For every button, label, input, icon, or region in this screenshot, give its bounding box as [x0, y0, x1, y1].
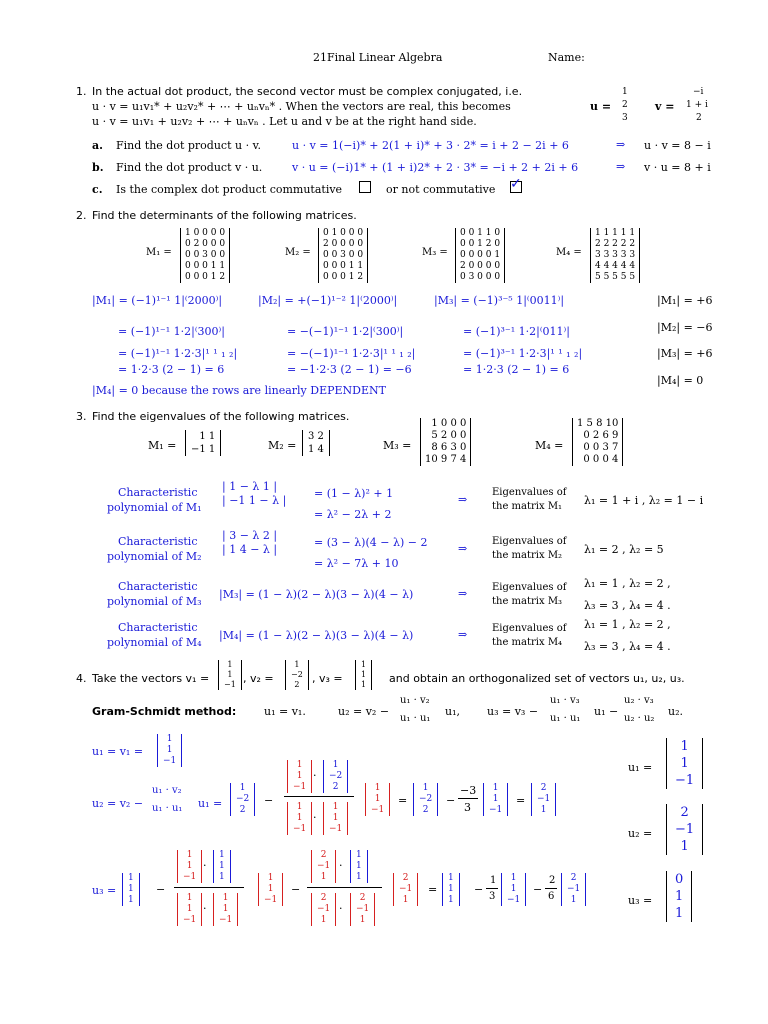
- result-u2-vector: 2 −1 1: [666, 804, 703, 855]
- gs-u3-den1: u₁ · u₁: [550, 713, 581, 724]
- M2-matrix: 0 1 0 0 0 2 0 0 0 0 0 0 3 0 0 0 0 0 1 1 0 0 0 1 2: [318, 228, 368, 283]
- u3-v3-again: 1 1 1: [442, 873, 460, 906]
- gs-u3-mid: u₁ −: [594, 705, 619, 718]
- M2-label: M₂ =: [285, 247, 311, 258]
- eigenvalues-M2: λ₁ = 2 , λ₂ = 5: [584, 543, 664, 556]
- det-M1-step3: = (−1)¹⁻¹ 1·2·3|¹ ¹ ₁ ₂|: [118, 347, 238, 360]
- gs-u2-num: u₁ · v₂: [400, 695, 430, 706]
- u3-u1-again: 1 1 −1: [501, 873, 526, 906]
- v2-vector: 1 −2 2: [285, 660, 309, 690]
- det-M3-step2: = (−1)³⁻¹ 1·2|⁽011⁾|: [463, 325, 570, 338]
- arrow-b: ⇒: [616, 160, 626, 173]
- u2-red-den1: 1 1 −1: [287, 802, 312, 835]
- u3-den2-red-b: 2 −1 1: [350, 893, 375, 926]
- u2-frac-tail: u₁ =: [198, 797, 223, 810]
- u3-u2-red: 2 −1 1: [393, 873, 418, 906]
- u3-minus3: −: [474, 883, 484, 896]
- gs-u3-den2: u₂ · u₂: [624, 713, 655, 724]
- u3-fracbar1: [174, 887, 244, 888]
- det-M3-step4: = 1·2·3 (2 − 1) = 6: [463, 363, 570, 376]
- det3-result: |M₃| = (1 − λ)(2 − λ)(3 − λ)(4 − λ): [219, 588, 414, 601]
- v-vector-2: 1 + i: [686, 100, 708, 110]
- part-b-label: b.: [92, 161, 104, 174]
- u2-frac-num: u₁ · v₂: [152, 785, 182, 796]
- problem-3-number: 3.: [76, 410, 87, 423]
- problem-2-number: 2.: [76, 209, 87, 222]
- p3-M4-matrix: 1 5 8 10 0 2 6 9 0 0 3 7 0 0 0 4: [572, 418, 623, 466]
- u3-coef1-num: 1: [490, 875, 497, 886]
- poly-label-4: polynomial of M₄: [107, 636, 202, 649]
- v-vector-3: 2: [696, 113, 702, 123]
- u3-eq: u₃ =: [92, 884, 117, 897]
- det2-row2: | 1 4 − λ |: [222, 543, 278, 556]
- char-label-2: Characteristic: [118, 535, 198, 548]
- result-u3-label: u₃ =: [628, 894, 653, 907]
- u2-eq3: =: [516, 794, 526, 807]
- u1-work-vector: 1 1 −1: [157, 734, 182, 767]
- det2-result-a: = (3 − λ)(4 − λ) − 2: [314, 536, 428, 549]
- eig-label-3: Eigenvalues of: [492, 582, 567, 593]
- arrow-eig-3: ⇒: [458, 587, 468, 600]
- u3-num1-red: 1 1 −1: [177, 850, 202, 883]
- u3-den1-red-b: 1 1 −1: [213, 893, 238, 926]
- u2-eq2: =: [398, 794, 408, 807]
- det1-result-b: = λ² − 2λ + 2: [314, 508, 392, 521]
- eigenvalues-M3-b: λ₃ = 3 , λ₄ = 4 .: [584, 599, 671, 612]
- u2-frac-den: u₁ · u₁: [152, 803, 183, 814]
- eigenvalues-M4-b: λ₃ = 3 , λ₄ = 4 .: [584, 640, 671, 653]
- page-title: 21Final Linear Algebra: [313, 51, 443, 64]
- eig-matrix-3: the matrix M₃: [492, 596, 563, 607]
- gs-u1: u₁ = v₁.: [264, 705, 306, 718]
- u3-coef2-bar: [545, 888, 557, 889]
- u2-coef-den: 3: [464, 801, 471, 814]
- problem-1-number: 1.: [76, 85, 87, 98]
- char-label-1: Characteristic: [118, 486, 198, 499]
- result-u1-vector: 1 1 −1: [666, 738, 703, 789]
- p3-M4-label: M₄ =: [535, 439, 564, 452]
- commutative-checkbox[interactable]: [359, 181, 371, 193]
- result-u3-vector: 0 1 1: [666, 871, 692, 922]
- part-a-answer: u · v = 8 − i: [644, 139, 711, 152]
- u3-num2-red: 2 −1 1: [311, 850, 336, 883]
- u3-coef2-num: 2: [549, 875, 556, 886]
- u2-coef-bar: [458, 798, 478, 799]
- det2-row1: | 3 − λ 2 |: [222, 529, 278, 542]
- u2-u1-again: 1 1 −1: [483, 783, 508, 816]
- problem-4-text-c: , v₃ =: [312, 672, 343, 685]
- arrow-a: ⇒: [616, 138, 626, 151]
- problem-4-text-d: and obtain an orthogonalized set of vectors u₁, u₂, u₃.: [389, 672, 685, 685]
- result-M3: |M₃| = +6: [657, 347, 713, 360]
- problem-3-text: Find the eigenvalues of the following matrices.: [92, 410, 350, 423]
- det-M2-step3: = −(−1)¹⁻¹ 1·2·3|¹ ¹ ₁ ₂|: [287, 347, 416, 360]
- arrow-eig-1: ⇒: [458, 493, 468, 506]
- v3-vector: 1 1 1: [355, 660, 372, 690]
- M4-label: M₄ =: [556, 247, 582, 258]
- u3-u1-red: 1 1 −1: [258, 873, 283, 906]
- u2-v2-vector: 1 −2 2: [230, 783, 255, 816]
- p3-M3-matrix: 1 0 0 0 5 2 0 0 8 6 3 0 10 9 7 4: [420, 418, 471, 466]
- u2-red-den2: 1 1 −1: [323, 802, 348, 835]
- result-u1-label: u₁ =: [628, 761, 653, 774]
- det-M2-step4: = −1·2·3 (2 − 1) = −6: [287, 363, 412, 376]
- det-M2-step1: |M₂| = +(−1)¹⁻² 1|⁽2000⁾|: [258, 294, 398, 307]
- u2-result-work: 2 −1 1: [531, 783, 556, 816]
- poly-label-2: polynomial of M₂: [107, 550, 202, 563]
- u3-dot4: ·: [339, 902, 343, 915]
- name-label: Name:: [548, 51, 585, 64]
- u2-v2-again: 1 −2 2: [413, 783, 438, 816]
- eig-matrix-4: the matrix M₄: [492, 637, 563, 648]
- u2-red-u1: 1 1 −1: [287, 760, 312, 793]
- gs-u3-num2: u₂ · v₃: [624, 695, 654, 706]
- M1-matrix: 1 0 0 0 0 0 2 0 0 0 0 0 3 0 0 0 0 0 1 1 0 0 0 1 2: [180, 228, 230, 283]
- eigenvalues-M1: λ₁ = 1 + i , λ₂ = 1 − i: [584, 494, 704, 507]
- u2-minus: −: [264, 794, 274, 807]
- eig-matrix-1: the matrix M₁: [492, 501, 563, 512]
- part-c-question: Is the complex dot product commutative: [116, 183, 343, 196]
- problem-1-line3: u · v = u₁v₁ + u₂v₂ + ⋯ + uₙvₙ . Let u and v be at the right hand side.: [92, 115, 477, 128]
- u3-fracbar2: [307, 887, 382, 888]
- p3-M2-matrix: 3 2 1 4: [302, 430, 330, 456]
- eig-label-4: Eigenvalues of: [492, 623, 567, 634]
- part-a-label: a.: [92, 139, 103, 152]
- u3-coef2-den: 6: [548, 891, 555, 902]
- eig-matrix-2: the matrix M₂: [492, 550, 563, 561]
- u3-v3-vector: 1 1 1: [122, 873, 140, 906]
- result-M1: |M₁| = +6: [657, 294, 713, 307]
- det-M1-step4: = 1·2·3 (2 − 1) = 6: [118, 363, 225, 376]
- u3-dot3: ·: [339, 859, 343, 872]
- u3-num1-blue: 1 1 1: [213, 850, 231, 883]
- eig-label-2: Eigenvalues of: [492, 536, 567, 547]
- v-vector-1: −i: [693, 87, 704, 97]
- gs-u3-num1: u₁ · v₃: [550, 695, 580, 706]
- det2-result-b: = λ² − 7λ + 10: [314, 557, 399, 570]
- u3-dot2: ·: [203, 902, 207, 915]
- arrow-eig-2: ⇒: [458, 542, 468, 555]
- eigenvalues-M4-a: λ₁ = 1 , λ₂ = 2 ,: [584, 618, 671, 631]
- u2-red-u1-tail: 1 1 −1: [365, 783, 390, 816]
- det-M2-step2: = −(−1)¹⁻¹ 1·2|⁽300⁾|: [287, 325, 404, 338]
- problem-2-text: Find the determinants of the following matrices.: [92, 209, 357, 222]
- det4-result: |M₄| = (1 − λ)(2 − λ)(3 − λ)(4 − λ): [219, 629, 414, 642]
- u2-dot2: ·: [313, 811, 317, 824]
- problem-4-text-a: Take the vectors v₁ =: [92, 672, 210, 685]
- problem-1-line2: u · v = u₁v₁* + u₂v₂* + ⋯ + uₙvₙ* . When the vectors are real, this becomes: [92, 100, 511, 113]
- char-label-4: Characteristic: [118, 621, 198, 634]
- u-vector-2: 2: [622, 100, 628, 110]
- u2-coef-num: −3: [460, 784, 477, 797]
- M4-matrix: 1 1 1 1 1 2 2 2 2 2 3 3 3 3 3 4 4 4 4 4 5 5 5 5 5: [590, 228, 640, 283]
- u2-dot1: ·: [313, 769, 317, 782]
- checkmark-icon: ✓: [510, 176, 522, 192]
- gs-u3: u₃ = v₃ −: [487, 705, 539, 718]
- u3-minus4: −: [533, 883, 543, 896]
- u3-minus2: −: [291, 883, 301, 896]
- u3-coef1-den: 3: [489, 891, 496, 902]
- v1-vector: 1 1 −1: [218, 660, 242, 690]
- u1-eq: u₁ = v₁ =: [92, 745, 144, 758]
- det1-row2: | −1 1 − λ |: [222, 494, 287, 507]
- problem-1-line1: In the actual dot product, the second vector must be complex conjugated, i.e.: [92, 85, 523, 98]
- u-vector-1: 1: [622, 87, 628, 97]
- p3-M1-matrix: 1 1 −1 1: [185, 430, 221, 456]
- M3-matrix: 0 0 1 1 0 0 0 1 2 0 0 0 0 0 1 2 0 0 0 0 0 3 0 0 0: [455, 228, 505, 283]
- p3-M3-label: M₃ =: [383, 439, 412, 452]
- gram-schmidt-label: Gram-Schmidt method:: [92, 705, 237, 718]
- arrow-eig-4: ⇒: [458, 628, 468, 641]
- det-M3-step1: |M₃| = (−1)³⁻⁵ 1|⁽0011⁾|: [434, 294, 565, 307]
- det-M1-step2: = (−1)¹⁻¹ 1·2|⁽300⁾|: [118, 325, 225, 338]
- part-c-label: c.: [92, 183, 103, 196]
- det-M3-step3: = (−1)³⁻¹ 1·2·3|¹ ¹ ₁ ₂|: [463, 347, 583, 360]
- u2-minus2: −: [446, 794, 456, 807]
- p3-M1-label: M₁ =: [148, 439, 177, 452]
- result-M2: |M₂| = −6: [657, 321, 713, 334]
- result-u2-label: u₂ =: [628, 827, 653, 840]
- p3-M2-label: M₂ =: [268, 439, 297, 452]
- u3-minus1: −: [156, 883, 166, 896]
- u2-fracbar: [284, 796, 354, 797]
- part-b-work: v · u = (−i)1* + (1 + i)2* + 2 · 3* = −i + 2 + 2i + 6: [292, 161, 579, 174]
- u-label: u =: [590, 100, 612, 113]
- problem-4-text-b: , v₂ =: [243, 672, 274, 685]
- det-M4-statement: |M₄| = 0 because the rows are linearly DEPENDENT: [92, 384, 386, 397]
- eig-label-1: Eigenvalues of: [492, 487, 567, 498]
- poly-label-3: polynomial of M₃: [107, 595, 202, 608]
- poly-label-1: polynomial of M₁: [107, 501, 202, 514]
- result-M4: |M₄| = 0: [657, 374, 704, 387]
- part-b-answer: v · u = 8 + i: [644, 161, 711, 174]
- part-a-work: u · v = 1(−i)* + 2(1 + i)* + 3 · 2* = i + 2 − 2i + 6: [292, 139, 569, 152]
- problem-4-number: 4.: [76, 672, 87, 685]
- gs-u2-tail: u₁,: [445, 705, 460, 718]
- char-label-3: Characteristic: [118, 580, 198, 593]
- part-b-question: Find the dot product v · u.: [116, 161, 263, 174]
- eigenvalues-M3-a: λ₁ = 1 , λ₂ = 2 ,: [584, 577, 671, 590]
- part-a-question: Find the dot product u · v.: [116, 139, 261, 152]
- gs-u2: u₂ = v₂ −: [338, 705, 390, 718]
- u3-coef1-bar: [486, 888, 498, 889]
- det-M1-step1: |M₁| = (−1)¹⁻¹ 1|⁽2000⁾|: [92, 294, 223, 307]
- u3-eq2: =: [428, 883, 438, 896]
- u3-num2-blue: 1 1 1: [350, 850, 368, 883]
- gs-u3-tail: u₂.: [668, 705, 683, 718]
- v-label: v =: [655, 100, 675, 113]
- M1-label: M₁ =: [146, 247, 172, 258]
- u3-den2-red-a: 2 −1 1: [311, 893, 336, 926]
- u2-eq: u₂ = v₂ −: [92, 797, 144, 810]
- u3-den1-red-a: 1 1 −1: [177, 893, 202, 926]
- u2-blue-v2: 1 −2 2: [323, 760, 348, 793]
- u3-u2-again: 2 −1 1: [561, 873, 586, 906]
- u-vector-3: 3: [622, 113, 628, 123]
- M3-label: M₃ =: [422, 247, 448, 258]
- det1-result-a: = (1 − λ)² + 1: [314, 487, 394, 500]
- gs-u2-den: u₁ · u₁: [400, 713, 431, 724]
- part-c-or: or not commutative: [386, 183, 496, 196]
- u3-dot1: ·: [203, 859, 207, 872]
- det1-row1: | 1 − λ 1 |: [222, 480, 278, 493]
